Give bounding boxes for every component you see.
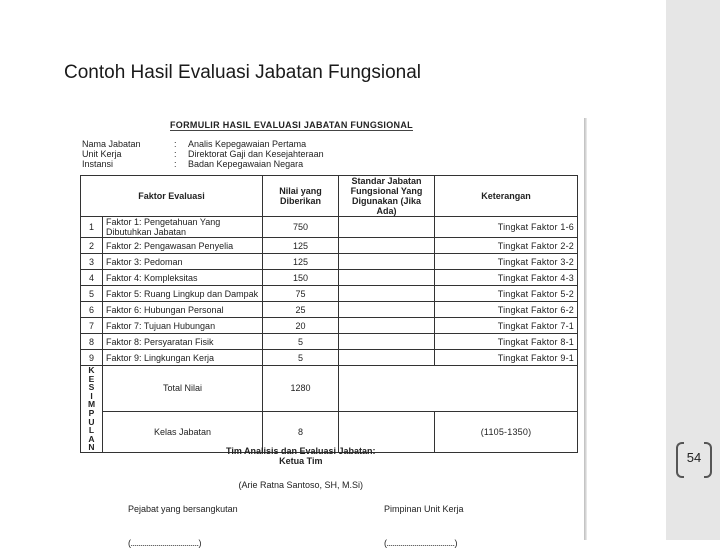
identity-key: Nama Jabatan <box>82 139 141 149</box>
signature-left-title: Pejabat yang bersangkutan <box>128 504 238 514</box>
total-value: 1280 <box>263 366 339 412</box>
row-keterangan: Tingkat Faktor 6-2 <box>435 302 578 318</box>
identity-row: Unit Kerja : Direktorat Gaji dan Kesejahteraan <box>82 149 324 159</box>
evaluation-form-image <box>78 118 584 548</box>
signature-right-blank: (..................................) <box>384 538 458 548</box>
header-keterangan: Keterangan <box>435 176 578 217</box>
row-keterangan: Tingkat Faktor 8-1 <box>435 334 578 350</box>
kelas-label: Kelas Jabatan <box>103 411 263 452</box>
header-faktor: Faktor Evaluasi <box>81 176 263 217</box>
row-number: 8 <box>81 334 103 350</box>
header-nilai: Nilai yang Diberikan <box>263 176 339 217</box>
row-nilai: 5 <box>263 334 339 350</box>
row-faktor: Faktor 8: Persyaratan Fisik <box>103 334 263 350</box>
table-header-row <box>81 176 578 217</box>
total-row <box>81 366 578 412</box>
identity-row: Instansi : Badan Kepegawaian Negara <box>82 159 304 169</box>
row-nilai: 75 <box>263 286 339 302</box>
signature-right-title: Pimpinan Unit Kerja <box>384 504 464 514</box>
row-number: 5 <box>81 286 103 302</box>
row-keterangan: Tingkat Faktor 2-2 <box>435 238 578 254</box>
row-nilai: 25 <box>263 302 339 318</box>
row-standar <box>339 254 435 270</box>
row-number: 2 <box>81 238 103 254</box>
row-faktor: Faktor 9: Lingkungan Kerja <box>103 350 263 366</box>
identity-value: Analis Kepegawaian Pertama <box>188 139 307 149</box>
identity-value: Badan Kepegawaian Negara <box>188 159 304 169</box>
signature-right <box>384 504 464 548</box>
form-identity <box>82 139 324 169</box>
row-number: 3 <box>81 254 103 270</box>
row-nilai: 750 <box>263 217 339 238</box>
row-nilai: 125 <box>263 238 339 254</box>
team-role: Ketua Tim <box>279 456 323 466</box>
row-standar <box>339 270 435 286</box>
row-standar <box>339 350 435 366</box>
row-keterangan: Tingkat Faktor 7-1 <box>435 318 578 334</box>
kelas-value: 8 <box>263 411 339 452</box>
row-keterangan: Tingkat Faktor 5-2 <box>435 286 578 302</box>
row-standar <box>339 318 435 334</box>
table-row <box>81 254 578 270</box>
row-nilai: 150 <box>263 270 339 286</box>
row-keterangan: Tingkat Faktor 1-6 <box>435 217 578 238</box>
team-name: (Arie Ratna Santoso, SH, M.Si) <box>238 480 364 490</box>
row-number: 9 <box>81 350 103 366</box>
identity-value: Direktorat Gaji dan Kesejahteraan <box>188 149 324 159</box>
row-faktor: Faktor 3: Pedoman <box>103 254 263 270</box>
row-faktor: Faktor 5: Ruang Lingkup dan Dampak <box>103 286 263 302</box>
total-label: Total Nilai <box>103 366 263 412</box>
row-keterangan: Tingkat Faktor 3-2 <box>435 254 578 270</box>
document-edge-shadow <box>584 118 587 540</box>
signature-left-blank: (..................................) <box>128 538 202 548</box>
row-faktor: Faktor 6: Hubungan Personal <box>103 302 263 318</box>
table-row <box>81 350 578 366</box>
table-row <box>81 217 578 238</box>
table-row <box>81 302 578 318</box>
row-nilai: 5 <box>263 350 339 366</box>
kesimpulan-label: KESIMPULAN <box>87 365 96 453</box>
row-standar <box>339 334 435 350</box>
row-number: 1 <box>81 217 103 238</box>
table-row <box>81 334 578 350</box>
row-nilai: 20 <box>263 318 339 334</box>
form-title: FORMULIR HASIL EVALUASI JABATAN FUNGSIONAL <box>170 120 413 130</box>
identity-key: Instansi <box>82 159 114 169</box>
row-faktor: Faktor 7: Tujuan Hubungan <box>103 318 263 334</box>
team-title: Tim Analisis dan Evaluasi Jabatan: <box>226 446 376 456</box>
signature-left <box>128 504 238 548</box>
table-row <box>81 286 578 302</box>
slide-title: Contoh Hasil Evaluasi Jabatan Fungsional <box>64 62 421 83</box>
row-keterangan: Tingkat Faktor 9-1 <box>435 350 578 366</box>
row-standar <box>339 302 435 318</box>
row-keterangan: Tingkat Faktor 4-3 <box>435 270 578 286</box>
row-standar <box>339 217 435 238</box>
table-row <box>81 238 578 254</box>
row-number: 6 <box>81 302 103 318</box>
identity-row: Nama Jabatan : Analis Kepegawaian Pertama <box>82 139 307 149</box>
evaluation-table <box>80 175 578 453</box>
row-standar <box>339 238 435 254</box>
row-nilai: 125 <box>263 254 339 270</box>
row-faktor: Faktor 1: Pengetahuan Yang Dibutuhkan Jabatan <box>103 217 263 238</box>
total-empty <box>339 366 578 412</box>
row-number: 4 <box>81 270 103 286</box>
kelas-range: (1105-1350) <box>435 411 578 452</box>
team-signature <box>226 446 376 490</box>
row-faktor: Faktor 2: Pengawasan Penyelia <box>103 238 263 254</box>
row-number: 7 <box>81 318 103 334</box>
identity-key: Unit Kerja <box>82 149 122 159</box>
kesimpulan-cell <box>81 366 103 453</box>
header-standar: Standar Jabatan Fungsional Yang Digunakan (Jika Ada) <box>339 176 435 217</box>
table-row <box>81 270 578 286</box>
page-number-badge <box>676 442 712 476</box>
row-faktor: Faktor 4: Kompleksitas <box>103 270 263 286</box>
page-number: 54 <box>686 450 702 465</box>
row-standar <box>339 286 435 302</box>
table-row <box>81 318 578 334</box>
